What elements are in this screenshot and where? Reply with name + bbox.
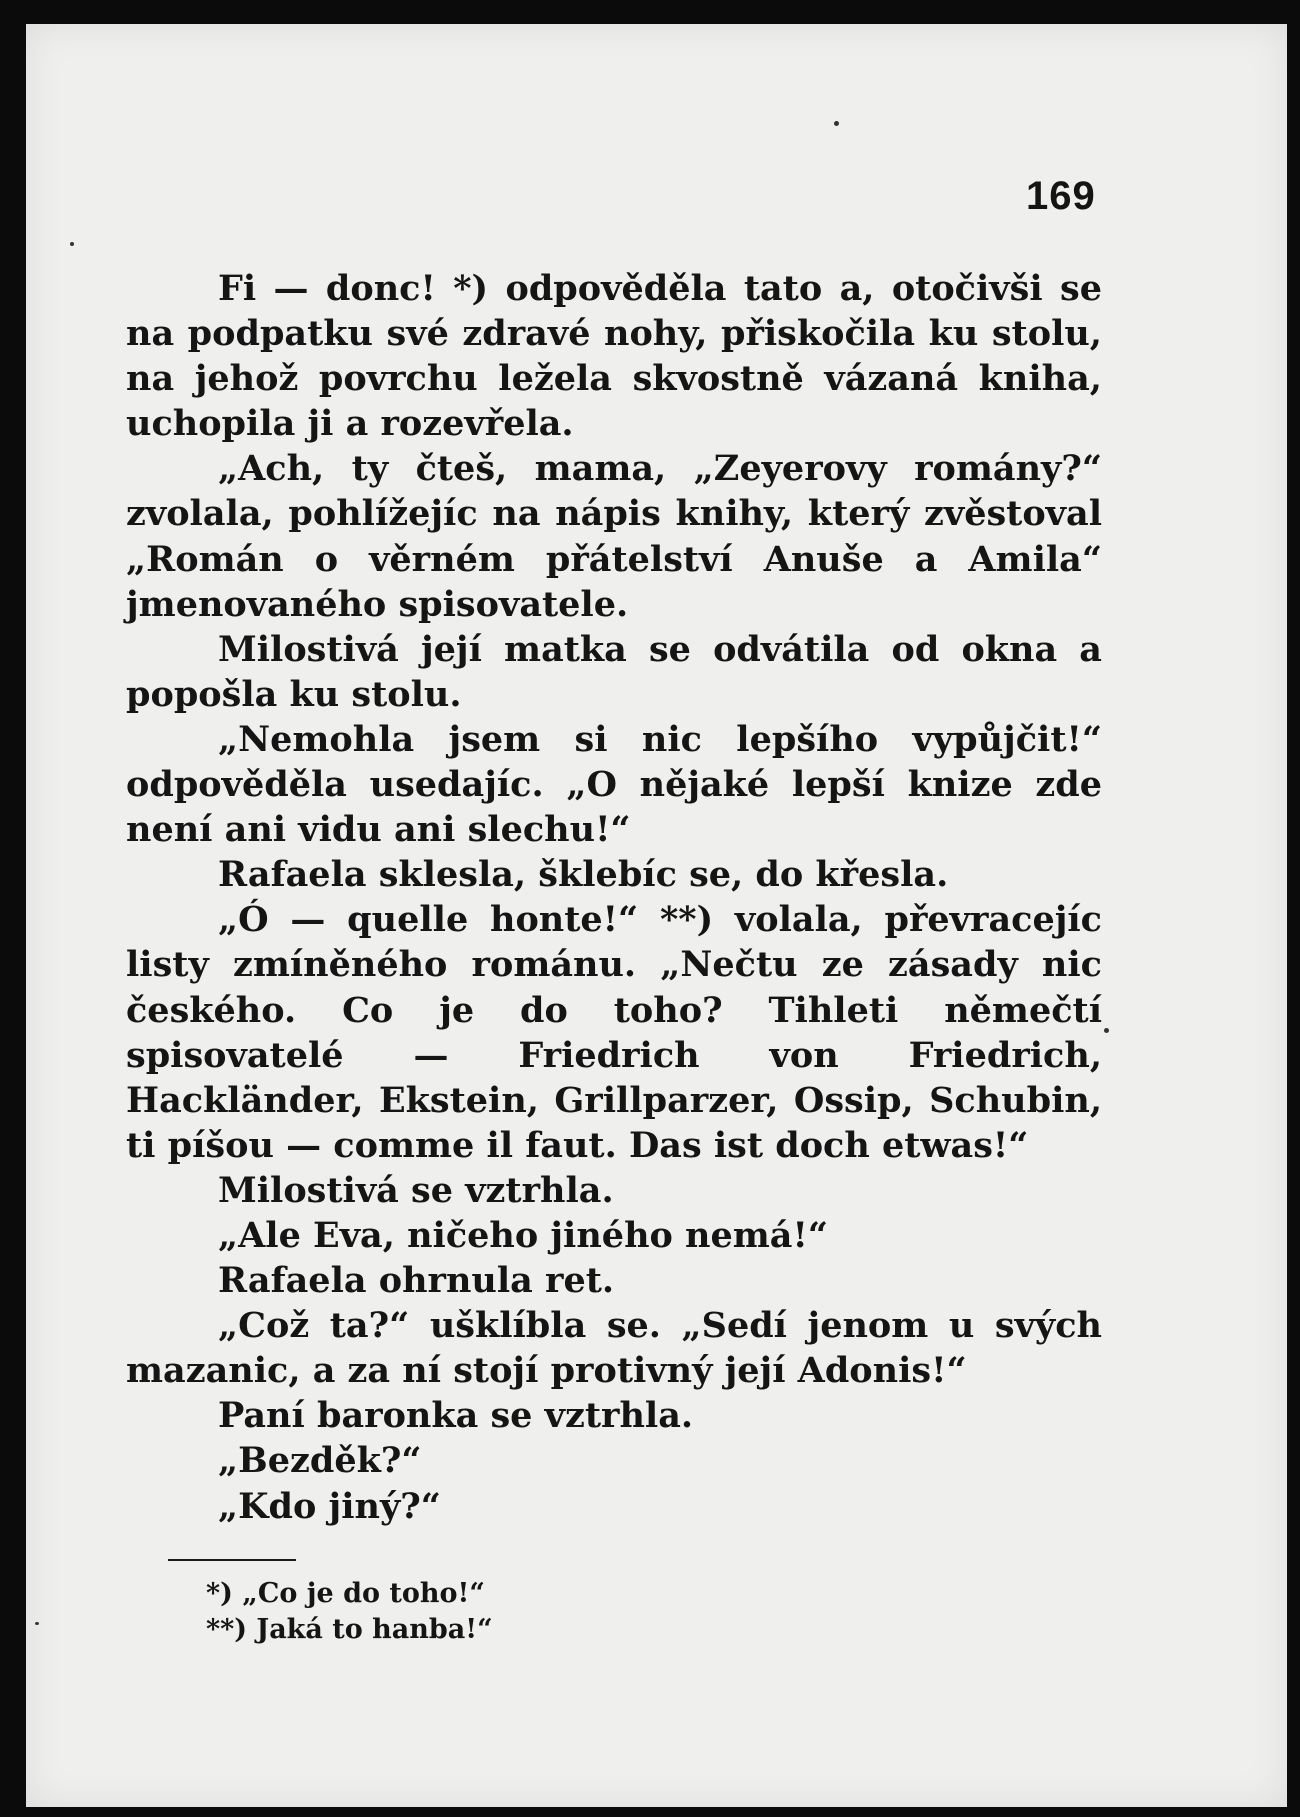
footnote-divider (168, 1559, 296, 1561)
paragraph: Paní baronka se vztrhla. (218, 1395, 694, 1437)
scan-speck (834, 121, 839, 126)
scan-speck (70, 242, 74, 246)
paragraph: „Nemohla jsem si nic lepšího vypůjčit!“ odpověděla usedajíc. „O nějaké lepší knize zde není ani vidu ani slechu!“ (126, 718, 1102, 851)
page-number: 169 (1026, 174, 1096, 218)
paragraph: „Ó — quelle honte!“ **) volala, převracejíc listy zmíněného románu. „Nečtu ze zásady nic českého. Co je do toho? Tihleti němečtí spisovatelé — Friedrich von Friedrich, Hackländer, Ekstein, Grillparzer, Ossip, Schubin, ti píšou — comme il faut. Das ist doch etwas!“ (126, 899, 1102, 1166)
scan-speck (1104, 1028, 1109, 1033)
paragraph: Milostivá se vztrhla. (218, 1169, 614, 1211)
paragraph: „Ale Eva, ničeho jiného nemá!“ (218, 1214, 828, 1256)
footnote: *) „Co je do toho!“ (206, 1578, 485, 1609)
paragraph: Rafaela sklesla, šklebíc se, do křesla. (218, 854, 949, 896)
paragraph: Rafaela ohrnula ret. (218, 1260, 615, 1302)
body-text (126, 266, 1102, 1529)
paragraph: „Což ta?“ ušklíbla se. „Sedí jenom u svých mazanic, a za ní stojí protivný její Adonis!“ (126, 1305, 1102, 1392)
paragraph: „Ach, ty čteš, mama, „Zeyerovy romány?“ zvolala, pohlížejíc na nápis knihy, který zvěstoval „Román o věrném přátelství Anuše a Amila“ jmenovaného spisovatele. (126, 448, 1102, 625)
footnote: **) Jaká to hanba!“ (206, 1614, 493, 1645)
scan-speck (35, 1622, 39, 1625)
paragraph: Fi — donc! *) odpověděla tato a, otočivši se na podpatku své zdravé nohy, přiskočila ku stolu, na jehož povrchu ležela skvostně vázaná kniha, uchopila ji a rozevřela. (126, 268, 1102, 445)
paragraph: Milostivá její matka se odvátila od okna a popošla ku stolu. (126, 628, 1102, 715)
paragraph: „Kdo jiný?“ (218, 1485, 441, 1527)
book-page (26, 24, 1287, 1807)
paragraph: „Bezděk?“ (218, 1440, 422, 1482)
footnotes (206, 1576, 493, 1648)
